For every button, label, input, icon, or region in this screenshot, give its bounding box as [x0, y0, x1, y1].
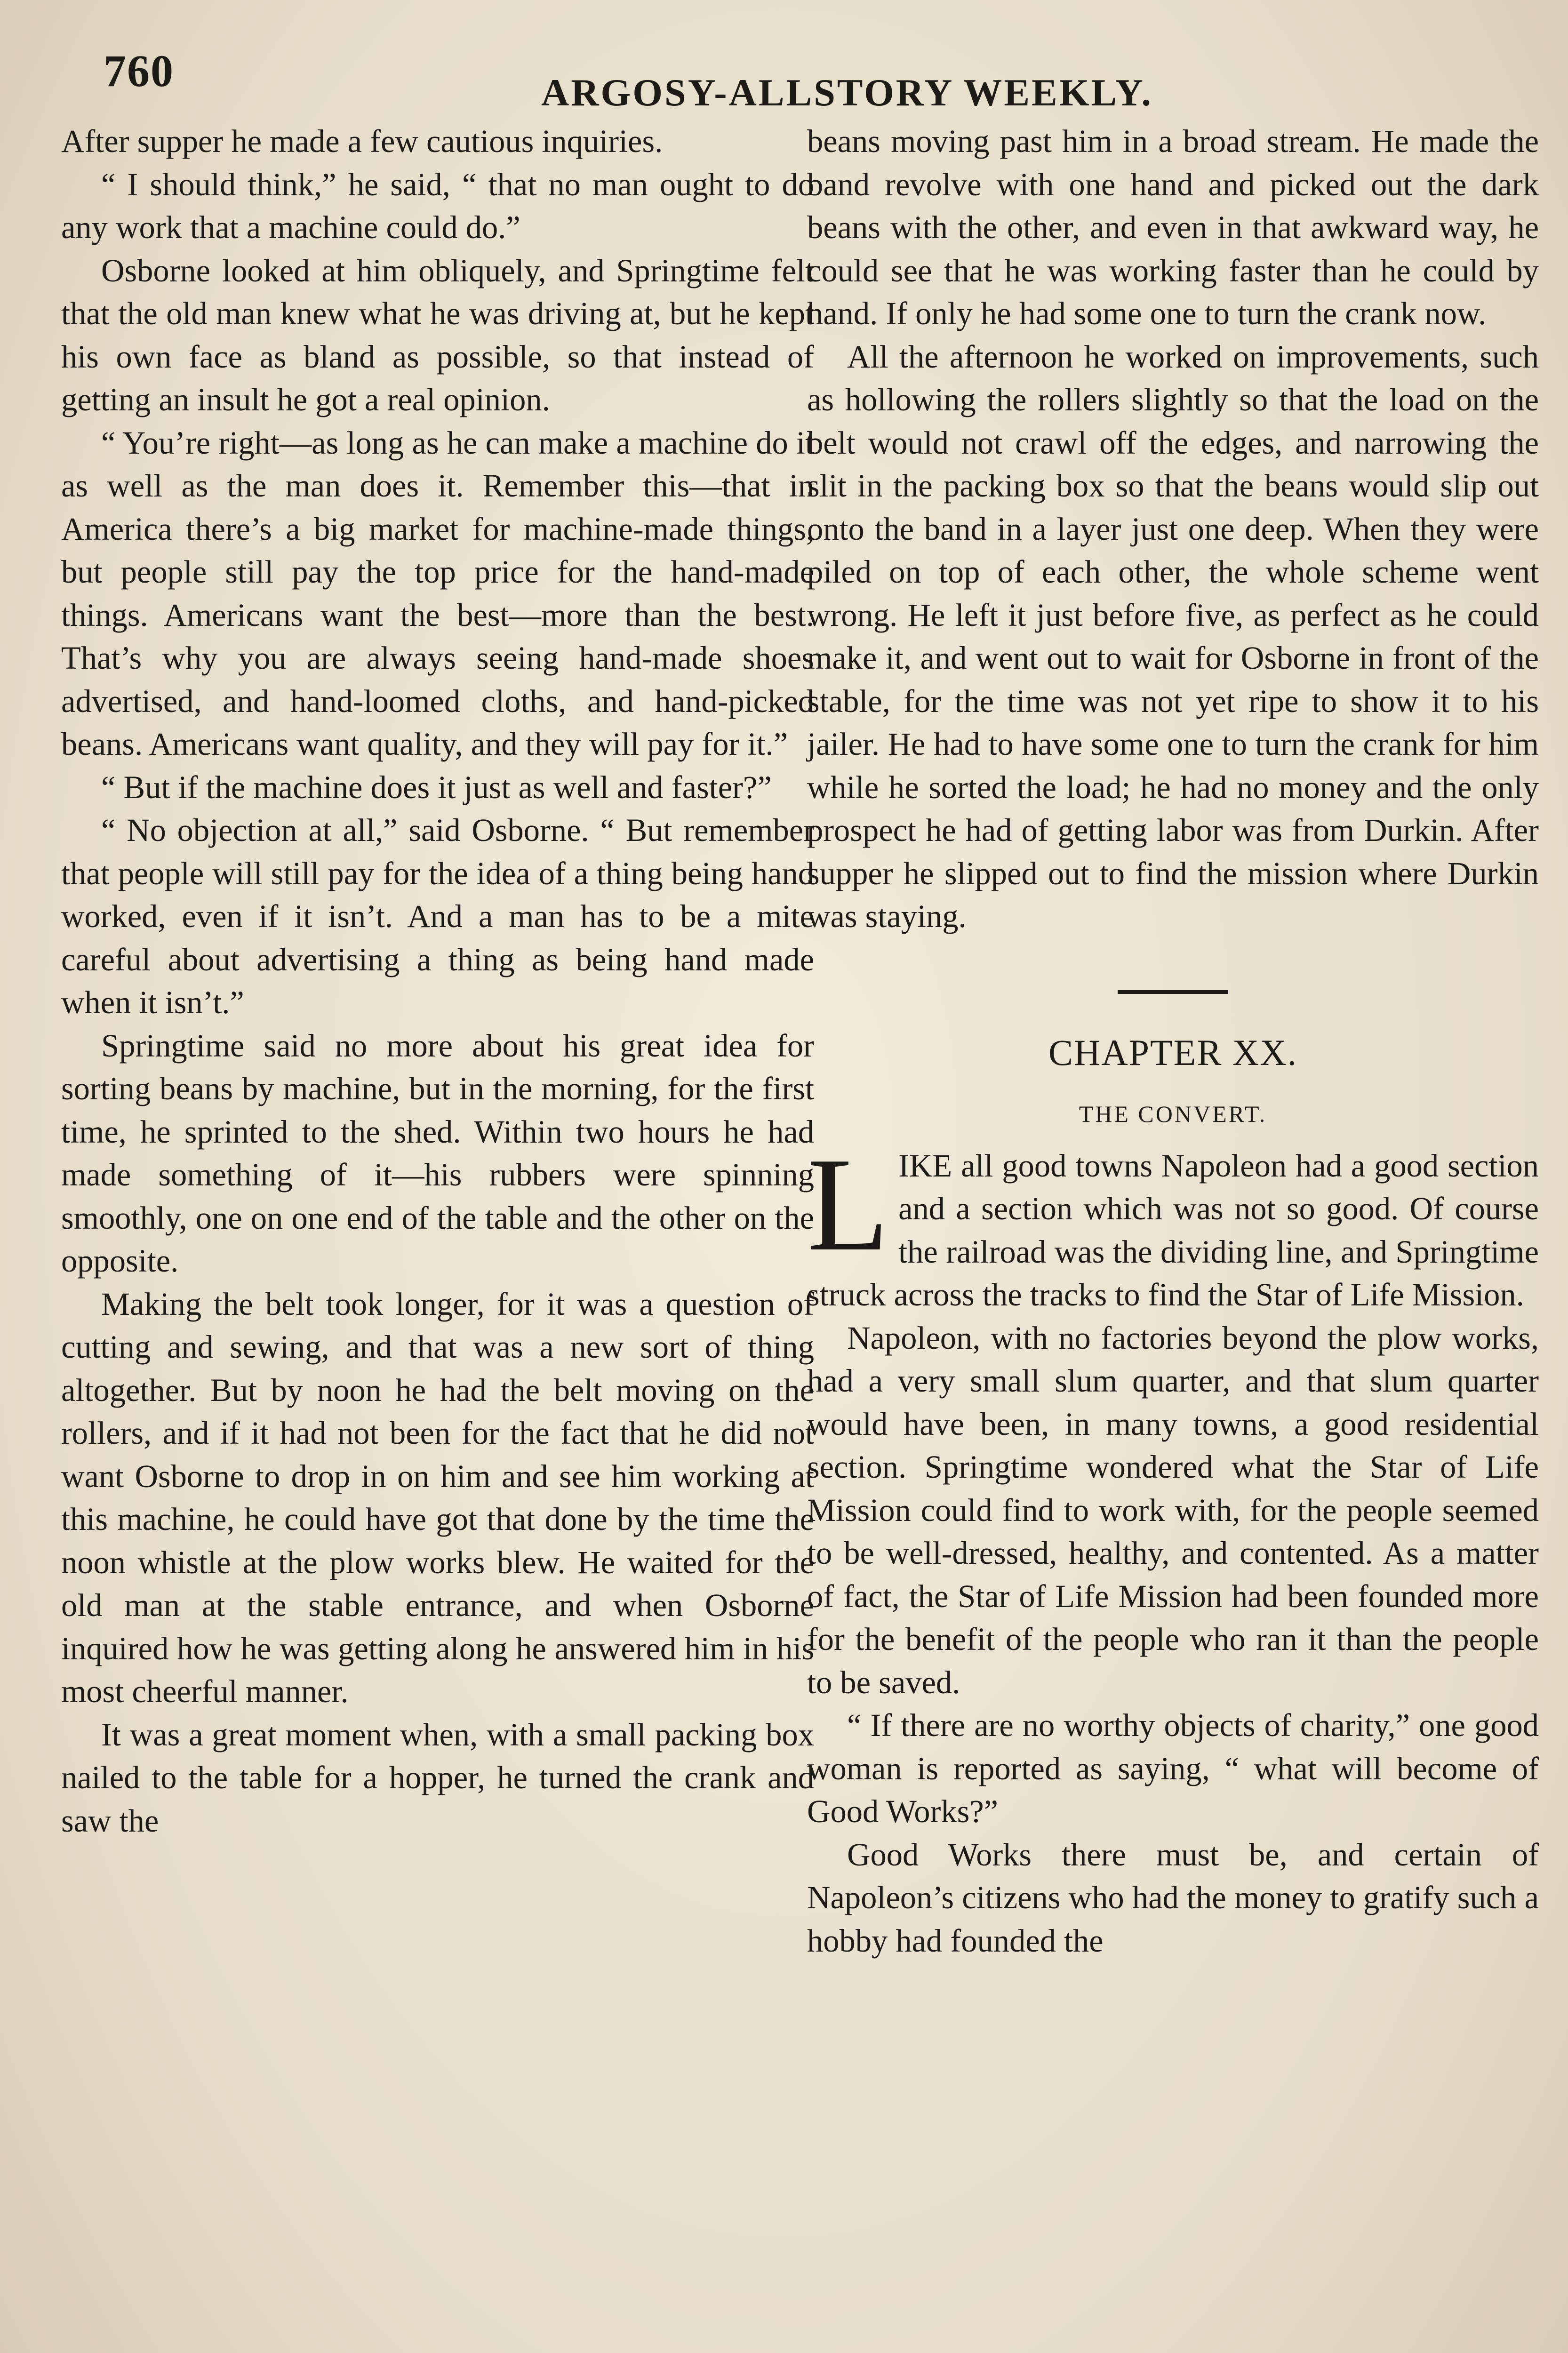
paragraph: It was a great moment when, with a small packing box nailed to the table for a hopper, he turned the crank and saw the — [61, 1716, 814, 1839]
right-column — [807, 120, 1539, 1962]
paragraph: “ But if the machine does it just as well and faster?” — [101, 769, 772, 805]
paragraph: Making the belt took longer, for it was a question of cutting and sewing, and that was a new sort of thing altogether. But by noon he had the belt moving on the rollers, and if it had not been for the fact that he did not want Osborne to drop in on him and see him working at this machine, he could have got that done by the time the noon whistle at the plow works blew. He waited for the old man at the stable entrance, and when Osborne inquired how he was getting along he answered him in his most cheerful manner. — [61, 1286, 814, 1709]
left-column — [61, 120, 814, 1842]
page-number: 760 — [104, 46, 174, 96]
paragraph: “ I should think,” he said, “ that no man ought to do any work that a machine could do.” — [61, 166, 814, 245]
section-rule — [1118, 990, 1228, 994]
drop-cap: L — [807, 1129, 889, 1279]
paragraph: Napoleon, with no factories beyond the plow works, had a very small slum quarter, and that slum quarter would have been, in many towns, a good residential section. Springtime wondered what the Star of Life Mission could find to work with, for the people seemed to be well-dressed, healthy, and contented. As a matter of fact, the Star of Life Mission had been founded more for the benefit of the people who ran it than the people to be saved. — [807, 1320, 1539, 1700]
running-head: ARGOSY-ALLSTORY WEEKLY. — [541, 71, 1153, 114]
paragraph: After supper he made a few cautious inquiries. — [61, 123, 663, 159]
paragraph: “ You’re right—as long as he can make a machine do it as well as the man does it. Remember this—that in America there’s a big market for machine-made things, but people still pay the top price for the hand-made things. Americans want the best—more than the best. That’s why you are always seeing hand-made shoes advertised, and hand-loomed cloths, and hand-picked beans. Americans want quality, and they will pay for it.” — [61, 424, 814, 762]
opening-text: IKE all good towns Napoleon had a good section and a section which was not so good. Of course the railroad was the dividing line, and Springtime struck across the tracks to find the Star of Life Mission. — [807, 1147, 1539, 1313]
paragraph: “ No objection at all,” said Osborne. “ But remember that people will still pay for the idea of a thing being hand worked, even if it isn’t. And a man has to be a mite careful about advertising a thing as being hand made when it isn’t.” — [61, 812, 814, 1020]
paragraph: Good Works there must be, and certain of Napoleon’s citizens who had the money to gratify such a hobby had founded the — [807, 1836, 1539, 1959]
page-header — [94, 45, 1496, 125]
paragraph: Springtime said no more about his great idea for sorting beans by machine, but in the morning, for the first time, he sprinted to the shed. Within two hours he had made something of it—his rubbers were spinning smoothly, one on one end of the table and the other on the opposite. — [61, 1027, 814, 1279]
chapter-opening-paragraph — [807, 1129, 1539, 1317]
chapter-title: CHAPTER XX. — [1048, 1032, 1298, 1073]
paragraph: All the afternoon he worked on improvements, such as hollowing the rollers slightly so that the load on the belt would not crawl off the edges, and narrowing the slit in the packing box so that the beans would slip out onto the band in a layer just one deep. When they were piled on top of each other, the whole scheme went wrong. He left it just before five, as perfect as he could make it, and went out to wait for Osborne in front of the stable, for the time was not yet ripe to show it to his jailer. He had to have some one to turn the crank for him while he sorted the load; he had no money and the only prospect he had of getting labor was from Durkin. After supper he slipped out to find the mission where Durkin was staying. — [807, 338, 1539, 934]
paragraph: beans moving past him in a broad stream. He made the band revolve with one hand and picked out the dark beans with the other, and even in that awkward way, he could see that he was working faster than he could by hand. If only he had some one to turn the crank now. — [807, 123, 1539, 331]
chapter-subtitle: THE CONVERT. — [1079, 1100, 1267, 1127]
paragraph: “ If there are no worthy objects of charity,” one good woman is reported as saying, “ what will become of Good Works?” — [807, 1707, 1539, 1829]
paragraph: Osborne looked at him obliquely, and Springtime felt that the old man knew what he was driving at, but he kept his own face as bland as possible, so that instead of getting an insult he got a real opinion. — [61, 252, 814, 417]
